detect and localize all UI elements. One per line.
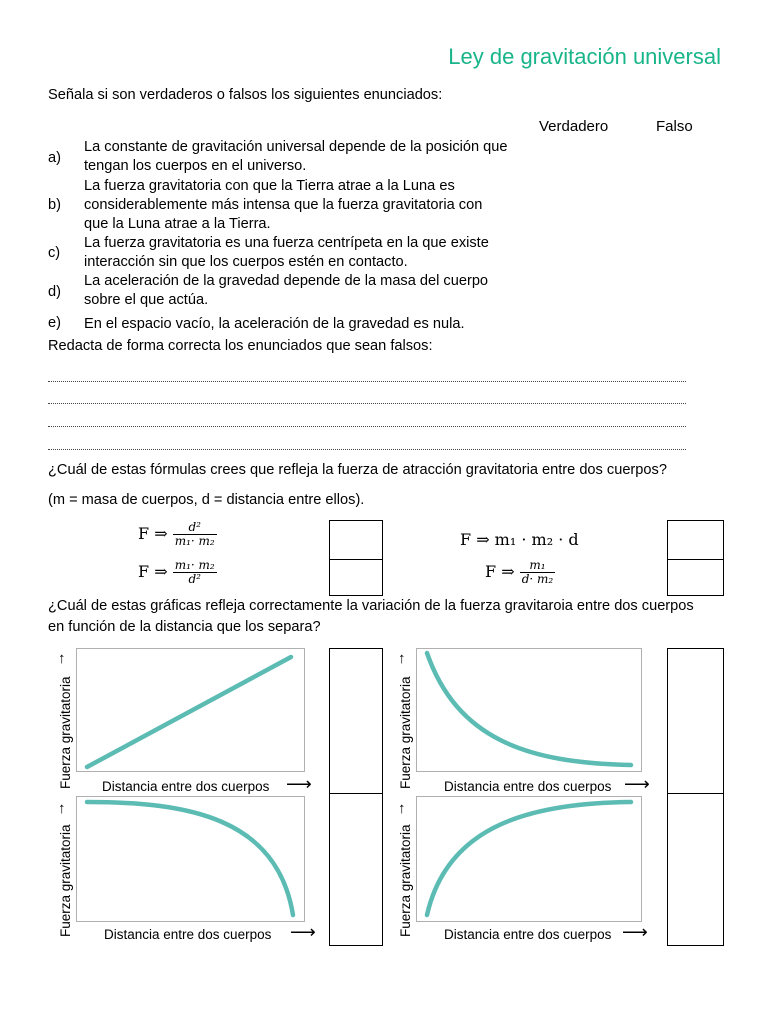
curve-svg [77,797,304,921]
statement-text-line: considerablemente más intensa que la fuerza gravitatoria con [84,197,483,213]
answer-line-4[interactable] [48,449,686,450]
formula-option-2 [138,559,217,586]
statement-letter: d) [48,284,61,300]
y-axis-label: Fuerza gravitatoria [58,676,73,789]
y-axis-arrow: ↑ [398,800,406,817]
answer-line-2[interactable] [48,403,686,404]
answer-box-graph-1[interactable] [329,648,383,794]
x-axis-arrow: ⟶ [622,922,648,942]
graph-frame [416,648,642,772]
q2-prompt: Redacta de forma correcta los enunciados que sean falsos: [48,338,433,354]
q3-prompt: ¿Cuál de estas fórmulas crees que refleja la fuerza de atracción gravitatoria entre dos cuerpos? [48,462,667,478]
x-axis-label: Distancia entre dos cuerpos [444,927,612,942]
q4-prompt-line-2: en función de la distancia que los separa? [48,619,321,635]
statement-text-line: La aceleración de la gravedad depende de la masa del cuerpo [84,273,489,289]
statement-text-line: que la Luna atrae a la Tierra. [84,216,271,232]
q1-prompt: Señala si son verdaderos o falsos los siguientes enunciados: [48,87,443,103]
y-axis-arrow: ↑ [398,650,406,667]
y-axis-arrow: ↑ [58,800,66,817]
column-header-true: Verdadero [539,118,609,135]
graph-frame [76,648,305,772]
denominator: d² [188,572,201,586]
curve [87,657,291,767]
x-axis-label: Distancia entre dos cuerpos [104,927,272,942]
answer-box-formula-3[interactable] [667,520,724,560]
curve [427,653,631,765]
formula-prefix: F ⇒ [138,524,168,543]
fraction [173,521,217,548]
statement-text-line: sobre el que actúa. [84,292,209,308]
column-header-false: Falso [656,118,693,135]
denominator: m₁· m₂ [174,534,215,548]
denominator: d· m₂ [521,572,554,586]
fraction [520,559,556,586]
x-axis-label: Distancia entre dos cuerpos [102,779,270,794]
numerator: d² [188,520,201,534]
formula-option-1 [138,521,217,548]
y-axis-label: Fuerza gravitatoria [58,824,73,937]
formula-option-3: F ⇒ m₁ · m₂ · d [460,530,579,549]
statement-text-line: La fuerza gravitatoria con que la Tierra atrae a la Luna es [84,178,455,194]
answer-box-graph-4[interactable] [667,793,724,946]
formula-option-4 [485,559,555,586]
x-axis-arrow: ⟶ [624,774,650,794]
y-axis-arrow: ↑ [58,650,66,667]
curve [427,802,631,915]
answer-box-graph-2[interactable] [667,648,724,794]
formula-prefix: F ⇒ [485,562,515,581]
curve-svg [417,649,641,771]
answer-box-graph-3[interactable] [329,793,383,946]
statement-letter: a) [48,150,61,166]
answer-box-formula-1[interactable] [329,520,383,560]
statement-letter: c) [48,245,61,261]
y-axis-label: Fuerza gravitatoria [398,824,413,937]
y-axis-label: Fuerza gravitatoria [398,676,413,789]
graph-frame [76,796,305,922]
statement-text-line: La constante de gravitación universal depende de la posición que [84,139,508,155]
answer-box-formula-2[interactable] [329,559,383,596]
statement-letter: e) [48,315,61,331]
statement-text-line: tengan los cuerpos en el universo. [84,158,307,174]
statement-text-line: interacción sin que los cuerpos estén en contacto. [84,254,408,270]
answer-line-3[interactable] [48,426,686,427]
graph-frame [416,796,642,922]
answer-box-formula-4[interactable] [667,559,724,596]
q3-legend: (m = masa de cuerpos, d = distancia entre ellos). [48,492,365,508]
formula-prefix: F ⇒ [138,562,168,581]
fraction [173,559,217,586]
numerator: m₁ [529,558,546,572]
answer-line-1[interactable] [48,381,686,382]
curve-svg [77,649,304,771]
page-title: Ley de gravitación universal [448,44,721,69]
x-axis-label: Distancia entre dos cuerpos [444,779,612,794]
q4-prompt-line-1: ¿Cuál de estas gráficas refleja correctamente la variación de la fuerza gravitaroia entre dos cuerpos [48,598,694,614]
x-axis-arrow: ⟶ [286,774,312,794]
numerator: m₁· m₂ [174,558,215,572]
statement-text-line: En el espacio vacío, la aceleración de la gravedad es nula. [84,316,465,332]
statement-letter: b) [48,197,61,213]
statement-text-line: La fuerza gravitatoria es una fuerza centrípeta en la que existe [84,235,489,251]
x-axis-arrow: ⟶ [290,922,316,942]
curve [87,802,293,915]
curve-svg [417,797,641,921]
